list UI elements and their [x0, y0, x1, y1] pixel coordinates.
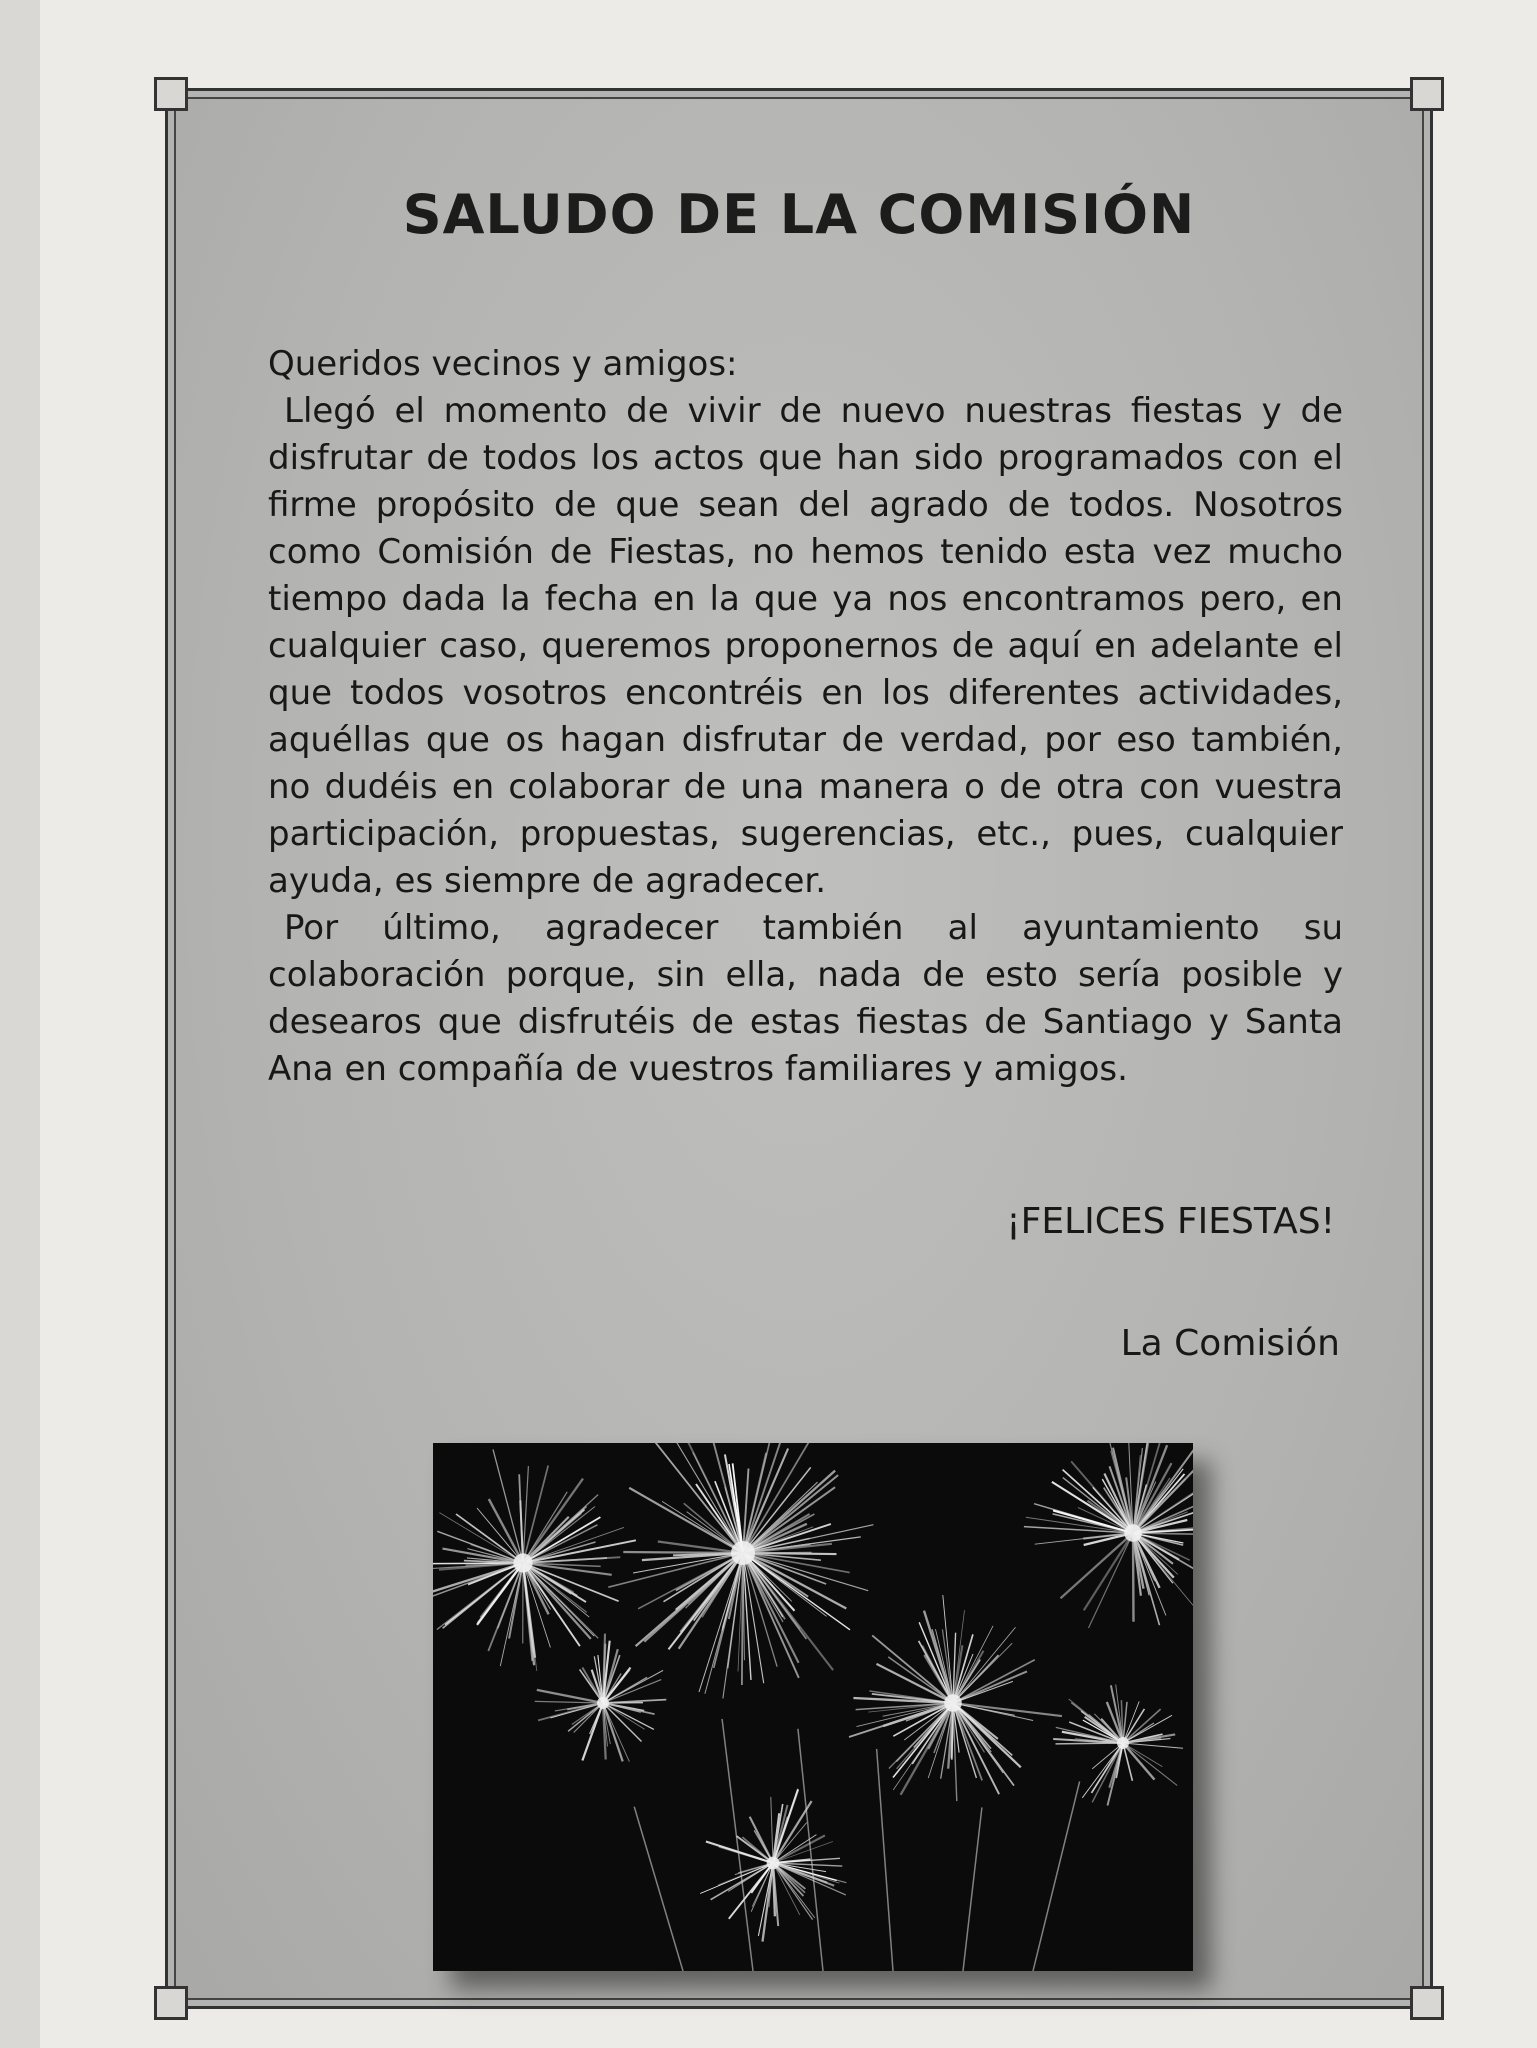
decorative-frame — [165, 88, 1433, 2009]
firework-spark — [1133, 1533, 1134, 1622]
firework-core — [1117, 1737, 1129, 1749]
firework-core — [597, 1697, 609, 1709]
firework-spark — [743, 1443, 809, 1553]
firework-core — [767, 1857, 780, 1870]
frame-corner-ornament — [1410, 77, 1444, 111]
firework-trail — [798, 1729, 823, 1971]
fireworks-image — [433, 1443, 1193, 1971]
firework-spark — [1035, 1533, 1133, 1544]
firework-burst — [608, 1443, 873, 1698]
page-title: SALUDO DE LA COMISIÓN — [402, 183, 1196, 246]
paragraph-1: Llegó el momento de vivir de nuevo nuestras fiestas y de disfrutar de todos los actos que han sido programados con el firme propósito de que sean del agrado de todos. Nosotros como Comisión de Fiestas, no hemos tenido esta vez mucho tiempo dada la fecha en la que ya nos encontramos pero, en cualquier caso, queremos proponernos de aquí en adelante el que todos vosotros encontréis en los diferentes actividades, aquéllas que os hagan disfrutar de verdad, por eso también, no dudéis en colaborar de una manera o de otra con vuestra participación, propuestas, sugerencias, etc., pues, cualquier ayuda, es siempre de agradecer. — [268, 391, 1343, 901]
firework-trail — [963, 1807, 982, 1971]
firework-core — [944, 1694, 962, 1712]
frame-corner-ornament — [1410, 1986, 1444, 2020]
firework-core — [1124, 1524, 1142, 1542]
firework-spark — [743, 1553, 837, 1554]
firework-core — [513, 1553, 532, 1572]
firework-spark — [509, 1563, 523, 1639]
firework-spark — [456, 1514, 523, 1563]
firework-burst — [1024, 1443, 1193, 1628]
frame-corner-ornament — [154, 1986, 188, 2020]
firework-spark — [771, 1797, 773, 1863]
firework-burst — [535, 1634, 667, 1762]
frame-corner-ornament — [154, 77, 188, 111]
letter-body — [268, 341, 1343, 1093]
firework-trail — [1033, 1781, 1080, 1971]
fireworks-photo — [433, 1443, 1193, 1971]
firework-trail — [634, 1807, 683, 1971]
firework-spark — [1123, 1743, 1162, 1767]
firework-spark — [523, 1563, 591, 1639]
firework-spark — [623, 1552, 743, 1553]
page-edge — [0, 0, 42, 2048]
paragraph-2: Por último, agradecer también al ayuntamiento su colaboración porque, sin ella, nada de esto sería posible y desearos que disfrutéis de estas fiestas de Santiago y Santa Ana en compañía de vuestros familiares y amigos. — [268, 908, 1343, 1089]
firework-burst — [700, 1789, 846, 1942]
firework-spark — [603, 1703, 655, 1714]
firework-spark — [493, 1449, 523, 1563]
greeting: Queridos vecinos y amigos: — [268, 344, 738, 384]
firework-spark — [653, 1443, 743, 1553]
signature: La Comisión — [1120, 1323, 1340, 1364]
firework-core — [731, 1541, 755, 1565]
closing-exclamation: ¡FELICES FIESTAS! — [1006, 1201, 1335, 1242]
firework-spark — [893, 1703, 953, 1790]
firework-burst — [849, 1595, 1062, 1801]
firework-spark — [523, 1479, 583, 1563]
firework-spark — [1092, 1743, 1123, 1802]
firework-spark — [1089, 1533, 1134, 1628]
firework-burst — [1053, 1684, 1183, 1805]
firework-spark — [1123, 1743, 1183, 1748]
firework-spark — [743, 1553, 850, 1630]
firework-spark — [1056, 1743, 1124, 1744]
firework-spark — [1123, 1743, 1177, 1786]
firework-trail — [877, 1749, 893, 1971]
firework-spark — [953, 1703, 999, 1794]
firework-spark — [523, 1466, 548, 1564]
firework-spark — [489, 1499, 523, 1563]
